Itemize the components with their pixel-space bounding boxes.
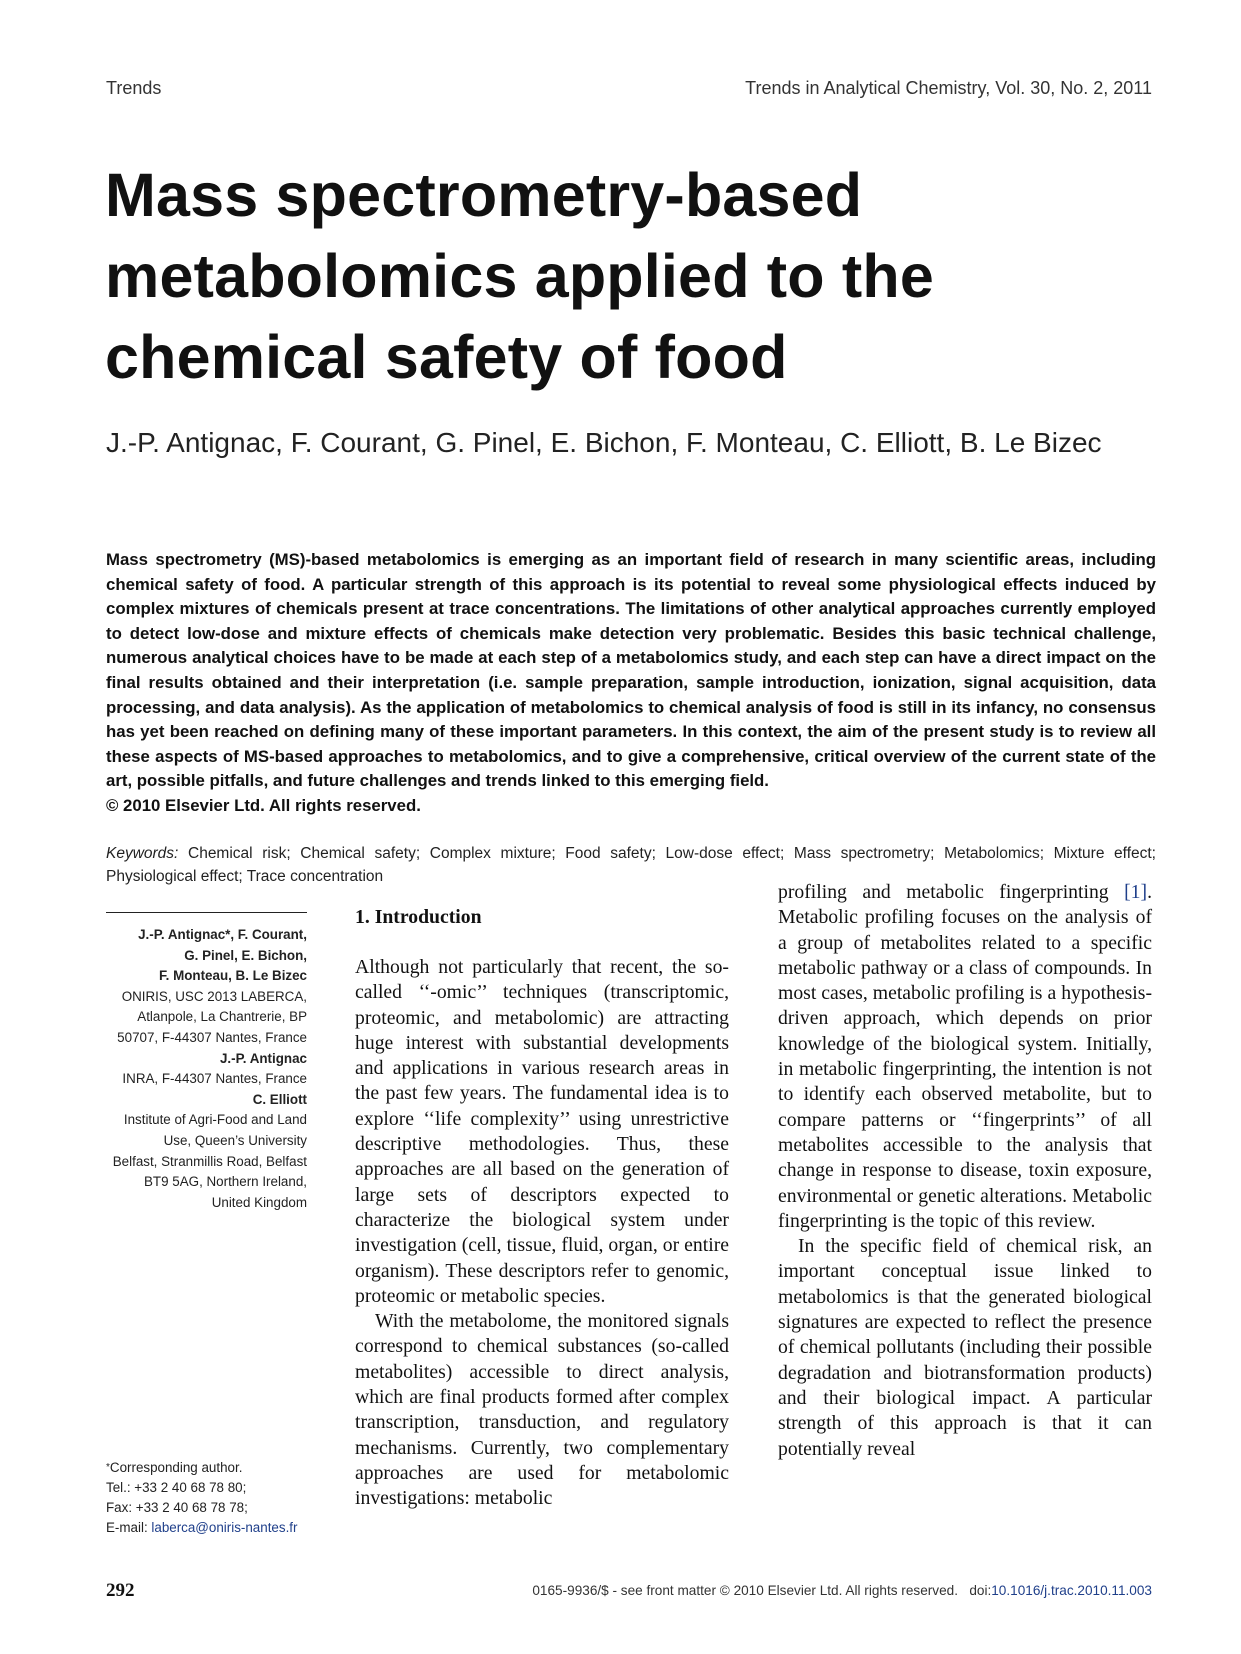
intro-paragraph-4: In the specific field of chemical risk, an important conceptual issue linked to metabolomics is that the generated biological signatures are expected to reflect the presence of chemical pollutants (including their possible degradation and biotransformation products) and their biological impact. A particular strength of this approach is that it can potentially reveal (778, 1235, 1152, 1460)
body-column-right (778, 880, 1152, 1462)
doi-link[interactable]: 10.1016/j.trac.2010.11.003 (991, 1583, 1152, 1598)
affiliation-line: Use, Queen’s University (163, 1132, 307, 1148)
article-title: Mass spectrometry-based metabolomics applied to the chemical safety of food (105, 161, 935, 391)
citation-link-1[interactable]: [1] (1124, 881, 1148, 903)
affiliation-divider (106, 912, 307, 913)
affiliation-line: United Kingdom (211, 1194, 307, 1210)
affiliation-line: Atlanpole, La Chantrerie, BP (137, 1009, 307, 1025)
intro-paragraph-3: profiling and metabolic fingerprinting [1]. Metabolic profiling focuses on the analysis of a group of metabolites related to a specific metabolic pathway or a class of compounds. In most cases, metabolic profiling is a hypothesis-driven approach, which depends on prior knowledge of the biological system. Initially, in metabolic fingerprinting, the intention is not to identify each observed metabolite, but to compare patterns or ‘‘fingerprints’’ of all metabolites accessible to the analysis that change in response to disease, toxin exposure, environmental or genetic alterations. Metabolic fingerprinting is the topic of this review. (778, 881, 1152, 1232)
correspondence-footnote (106, 1458, 321, 1538)
corresponding-author-note: *Corresponding author. (106, 1460, 243, 1475)
fax: Fax: +33 2 40 68 78 78; (106, 1500, 248, 1515)
affiliation-line: INRA, F-44307 Nantes, France (122, 1071, 307, 1087)
section-heading-introduction: 1. Introduction (355, 906, 482, 928)
affiliation-line: J.-P. Antignac*, F. Courant, (138, 927, 307, 942)
affiliation-line: F. Monteau, B. Le Bizec (158, 968, 307, 984)
affiliations (96, 925, 307, 1213)
running-header-journal: Trends in Analytical Chemistry, Vol. 30, No. 2, 2011 (745, 78, 1152, 98)
keywords-label: Keywords: (106, 845, 179, 862)
abstract (106, 548, 1156, 819)
affiliation-line: 50707, F-44307 Nantes, France (117, 1029, 307, 1045)
email-line: E-mail: laberca@oniris-nantes.fr (106, 1520, 298, 1535)
affiliation-line: C. Elliott (252, 1091, 307, 1107)
page-footer: 0165-9936/$ - see front matter © 2010 Elsevier Ltd. All rights reserved. doi:10.1016/j.trac.2010.11.003 (532, 1583, 1152, 1598)
abstract-text: Mass spectrometry (MS)-based metabolomics is emerging as an important field of research in many scientific areas, including chemical safety of food. A particular strength of this approach is its potential to reveal some physiological effects induced by complex mixtures of chemicals present at trace concentrations. The limitations of other analytical approaches currently employed to detect low-dose and mixture effects of chemicals make detection very problematic. Besides this basic technical challenge, numerous analytical choices have to be made at each step of a metabolomics study, and each step can have a direct impact on the final results obtained and their interpretation (i.e. sample preparation, sample introduction, ionization, signal acquisition, data processing, and data analysis). As the application of metabolomics to chemical analysis of food is still in its infancy, no consensus has yet been reached on defining many of these important parameters. In this context, the aim of the present study is to review all these aspects of MS-based approaches to metabolomics, and to give a comprehensive, critical overview of the current state of the art, possible pitfalls, and future challenges and trends linked to this emerging field. (106, 550, 1156, 791)
telephone: Tel.: +33 2 40 68 78 80; (106, 1480, 247, 1495)
abstract-copyright: © 2010 Elsevier Ltd. All rights reserved. (106, 795, 421, 815)
footnote-star: * (106, 1462, 110, 1473)
affiliation-line: G. Pinel, E. Bichon, (184, 947, 307, 963)
affiliation-line: Belfast, Stranmillis Road, Belfast (112, 1153, 307, 1169)
email-link[interactable]: laberca@oniris-nantes.fr (151, 1520, 298, 1535)
affiliation-line: BT9 5AG, Northern Ireland, (144, 1174, 307, 1190)
author-list: J.-P. Antignac, F. Courant, G. Pinel, E. Bichon, F. Monteau, C. Elliott, B. Le Bizec (106, 427, 1102, 458)
page-number: 292 (106, 1580, 135, 1601)
running-header-section: Trends (106, 78, 162, 98)
body-column-left (355, 905, 729, 1512)
footer-legal: 0165-9936/$ - see front matter © 2010 Elsevier Ltd. All rights reserved. (532, 1583, 958, 1598)
affiliation-line: Institute of Agri-Food and Land (123, 1112, 307, 1128)
affiliation-line: J.-P. Antignac (219, 1050, 307, 1066)
intro-paragraph-2: With the metabolome, the monitored signals correspond to chemical substances (so-called metabolites) accessible to direct analysis, which are final products formed after complex transcription, transduction, and regulatory mechanisms. Currently, two complementary approaches are used for metabolomic investigations: metabolic (355, 1310, 729, 1510)
keywords-text: Chemical risk; Chemical safety; Complex mixture; Food safety; Low-dose effect; Mass spectrometry; Metabolomics; Mixture effect; Physiological effect; Trace concentration (106, 845, 1156, 885)
affiliation-line: ONIRIS, USC 2013 LABERCA, (121, 988, 307, 1004)
intro-paragraph-1: Although not particularly that recent, the so-called ‘‘-omic’’ techniques (transcriptomic, proteomic, and metabolomic) are attracting huge interest with substantial developments and applications in various research areas in the past few years. The fundamental idea is to explore ‘‘life complexity’’ using unrestrictive descriptive methodologies. Thus, these approaches are all based on the generation of large sets of descriptors expected to characterize the biological system under investigation (cell, tissue, fluid, organ, or entire organism). These descriptors refer to genomic, proteomic or metabolic species. (355, 956, 729, 1307)
